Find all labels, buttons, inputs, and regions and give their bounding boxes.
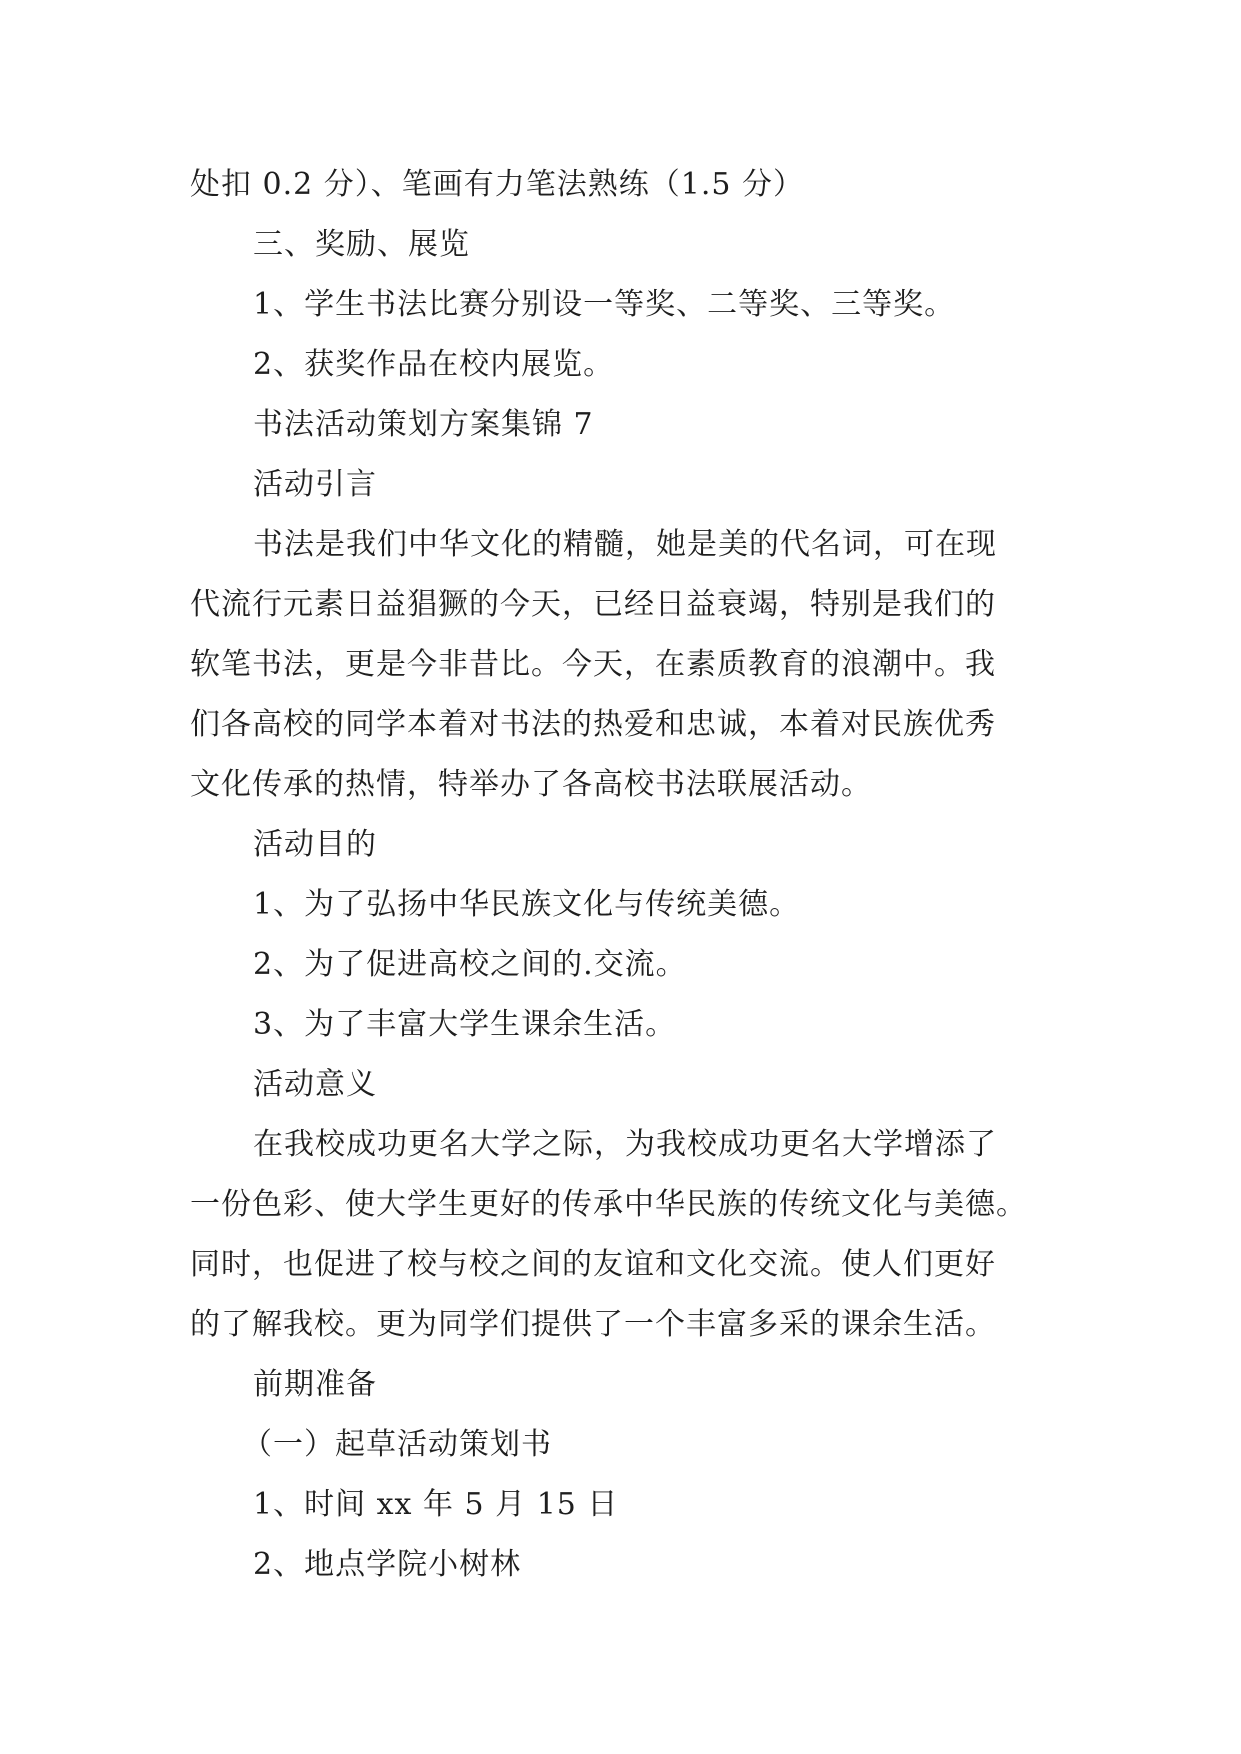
paragraph-meaning-line: 在我校成功更名大学之际，为我校成功更名大学增添了 [253,1127,997,1162]
paragraph-intro-line: 们各高校的同学本着对书法的热爱和忠诚，本着对民族优秀 [190,707,996,742]
heading-preparation: 前期准备 [253,1367,377,1402]
list-item-purpose: 3、为了丰富大学生课余生活。 [253,1007,677,1042]
paragraph-intro-line: 代流行元素日益猖獗的今天，已经日益衰竭，特别是我们的 [190,587,996,622]
paragraph-line-continuation: 处扣 0.2 分）、笔画有力笔法熟练（1.5 分） [190,167,805,202]
list-item-time: 1、时间 xx 年 5 月 15 日 [253,1487,619,1522]
paragraph-meaning-line: 同时，也促进了校与校之间的友谊和文化交流。使人们更好 [190,1247,996,1282]
heading-activity-intro: 活动引言 [253,467,377,502]
list-item-exhibition: 2、获奖作品在校内展览。 [253,347,615,382]
list-item-purpose: 1、为了弘扬中华民族文化与传统美德。 [253,887,801,922]
list-item-location: 2、地点学院小树林 [253,1547,522,1582]
paragraph-meaning-line: 的了解我校。更为同学们提供了一个丰富多采的课余生活。 [190,1307,996,1342]
heading-activity-meaning: 活动意义 [253,1067,377,1102]
document-section-title: 书法活动策划方案集锦 7 [253,407,594,442]
list-item-purpose: 2、为了促进高校之间的.交流。 [253,947,687,982]
subheading-draft-plan: （一）起草活动策划书 [242,1427,552,1462]
section-heading-rewards: 三、奖励、展览 [253,227,470,262]
paragraph-meaning-line: 一份色彩、使大学生更好的传承中华民族的传统文化与美德。 [190,1187,1027,1222]
paragraph-intro-line: 书法是我们中华文化的精髓，她是美的代名词，可在现 [253,527,997,562]
heading-activity-purpose: 活动目的 [253,827,377,862]
paragraph-intro-line: 文化传承的热情，特举办了各高校书法联展活动。 [190,767,872,802]
document-body [190,155,1080,1595]
paragraph-intro-line: 软笔书法，更是今非昔比。今天，在素质教育的浪潮中。我 [190,647,996,682]
list-item-awards: 1、学生书法比赛分别设一等奖、二等奖、三等奖。 [253,287,956,322]
